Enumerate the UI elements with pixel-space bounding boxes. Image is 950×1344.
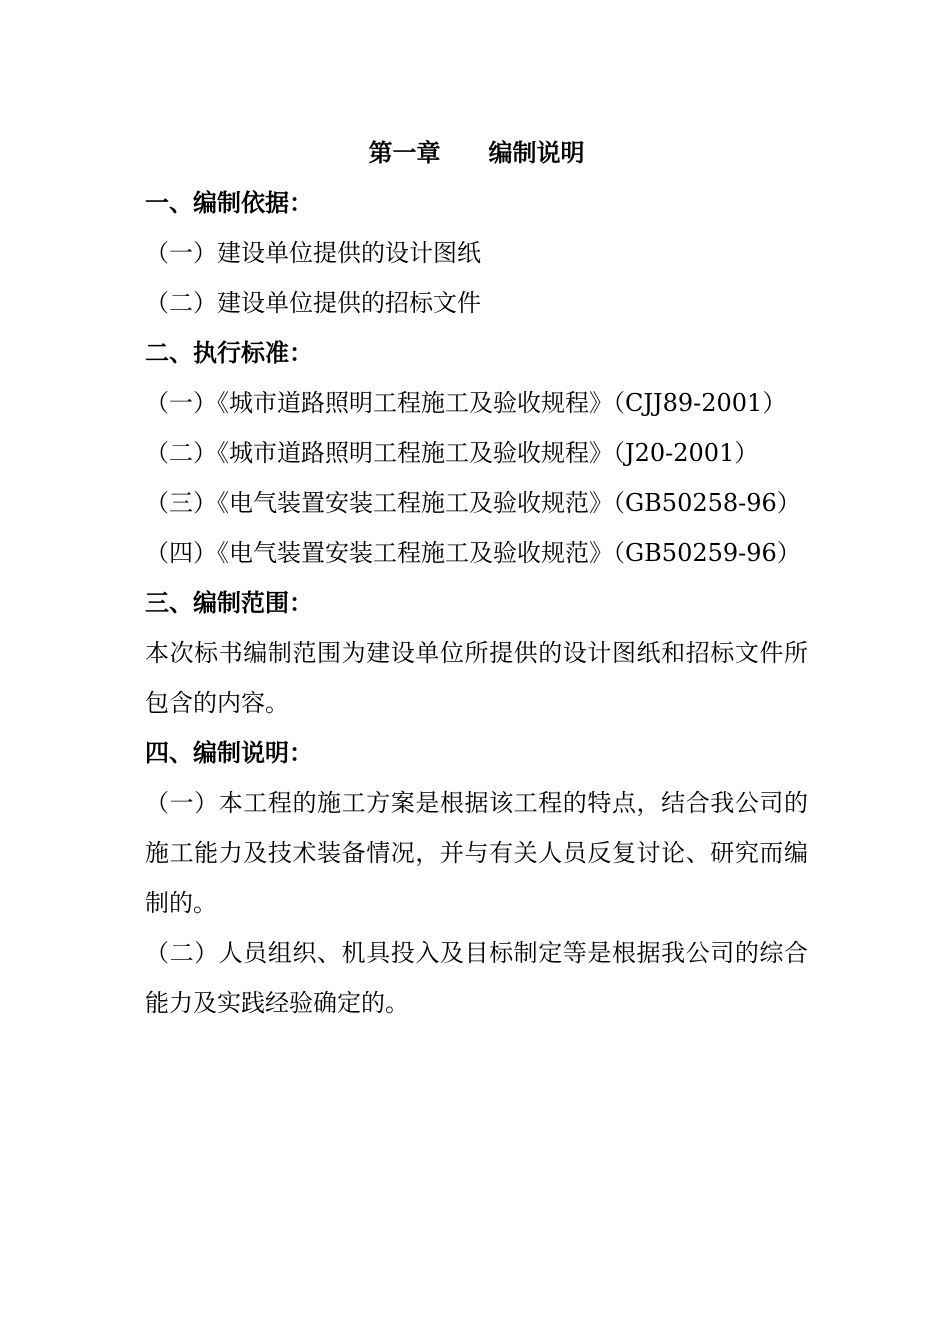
document-page — [145, 128, 808, 1028]
standard-item-1: （一）《城市道路照明工程施工及验收规程》（CJJ89-2001） — [145, 389, 787, 417]
section-scope — [145, 578, 808, 728]
scope-paragraph: 本次标书编制范围为建设单位所提供的设计图纸和招标文件所包含的内容。 — [145, 639, 808, 717]
section-heading: 三、编制范围： — [145, 588, 313, 617]
section-heading: 一、编制依据： — [145, 188, 313, 217]
standard-item-3: （三）《电气装置安装工程施工及验收规范》（GB50258-96） — [145, 489, 801, 517]
section-heading: 四、编制说明： — [145, 738, 313, 767]
standard-item-2: （二）《城市道路照明工程施工及验收规程》（J20-2001） — [145, 439, 759, 467]
note-item-2: （二）人员组织、机具投入及目标制定等是根据我公司的综合能力及实践经验确定的。 — [145, 939, 808, 1017]
standard-item-4: （四）《电气装置安装工程施工及验收规范》（GB50259-96） — [145, 539, 801, 567]
section-standards — [145, 328, 808, 578]
basis-item-1: （一）建设单位提供的设计图纸 — [145, 239, 481, 267]
basis-item-2: （二）建设单位提供的招标文件 — [145, 289, 481, 317]
section-heading: 二、执行标准： — [145, 338, 313, 367]
note-item-1: （一）本工程的施工方案是根据该工程的特点，结合我公司的施工能力及技术装备情况，并与有关人员反复讨论、研究而编制的。 — [145, 789, 808, 917]
section-notes — [145, 728, 808, 1028]
chapter-title: 第一章 编制说明 — [368, 138, 585, 167]
section-basis — [145, 178, 808, 328]
